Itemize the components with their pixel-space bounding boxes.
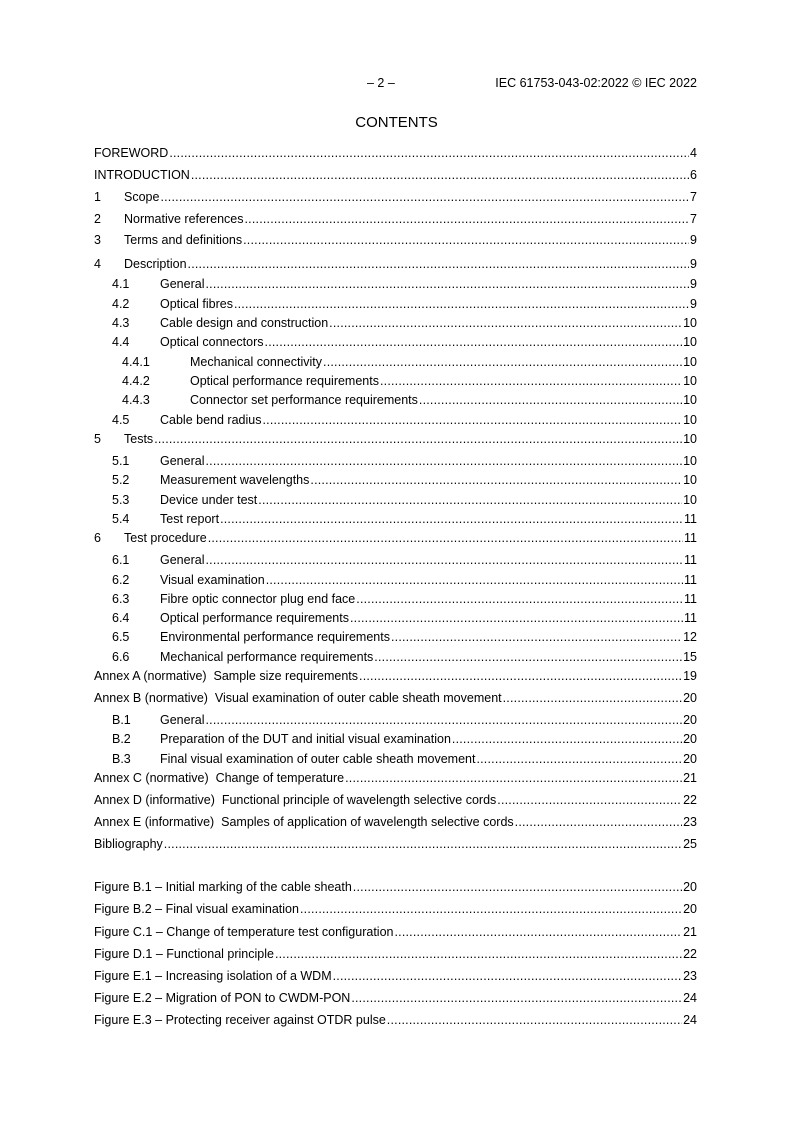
toc-entry[interactable]: [94, 146, 697, 161]
dot-leader: [323, 355, 682, 370]
toc-entry[interactable]: [112, 713, 697, 728]
toc-entry-page: 11: [684, 611, 697, 625]
toc-entry-title: Cable design and construction: [160, 316, 329, 330]
toc-entry-number: 6.2: [112, 573, 130, 587]
toc-entry-page: 7: [690, 190, 697, 204]
toc-entry-page: 24: [683, 1013, 697, 1027]
toc-entry-title: Bibliography: [94, 837, 163, 851]
toc-entry-page: 10: [683, 493, 697, 507]
toc-entry[interactable]: [112, 316, 697, 331]
toc-entry-title: Terms and definitions: [124, 233, 243, 247]
dot-leader: [391, 630, 682, 645]
toc-entry-title: Preparation of the DUT and initial visual examination: [160, 732, 451, 746]
toc-entry-number: B.3: [112, 752, 131, 766]
toc-entry-page: 6: [690, 168, 697, 182]
page-number: – 2 –: [367, 76, 395, 90]
toc-entry[interactable]: [122, 393, 697, 408]
toc-entry-page: 11: [684, 573, 697, 587]
toc-entry-title: Mechanical performance requirements: [160, 650, 374, 664]
document-reference: IEC 61753-043-02:2022 © IEC 2022: [495, 76, 697, 90]
toc-entry[interactable]: [94, 669, 697, 684]
dot-leader: [234, 297, 689, 312]
toc-entry-title: Connector set performance requirements: [190, 393, 418, 407]
toc-entry[interactable]: [94, 837, 697, 852]
toc-entry-page: 20: [683, 713, 697, 727]
toc-entry[interactable]: [94, 793, 697, 808]
dot-leader: [205, 454, 682, 469]
dot-leader: [452, 732, 682, 747]
toc-entry-title: Mechanical connectivity: [190, 355, 323, 369]
dot-leader: [275, 947, 682, 962]
toc-entry-title: Figure B.1 – Initial marking of the cable sheath: [94, 880, 352, 894]
toc-entry[interactable]: [94, 257, 697, 272]
toc-entry-title: Figure E.2 – Migration of PON to CWDM-PON: [94, 991, 351, 1005]
toc-entry-page: 7: [690, 212, 697, 226]
toc-entry-title: Scope: [124, 190, 160, 204]
dot-leader: [205, 277, 689, 292]
dot-leader: [350, 611, 683, 626]
toc-entry-number: 4.4: [112, 335, 130, 349]
toc-entry-title: Optical connectors: [160, 335, 264, 349]
toc-entry-page: 10: [683, 374, 697, 388]
toc-entry-title: Test report: [160, 512, 220, 526]
toc-entry-page: 9: [690, 277, 697, 291]
toc-entry-page: 21: [683, 925, 697, 939]
toc-entry-title: Figure E.3 – Protecting receiver against OTDR pulse: [94, 1013, 386, 1027]
toc-entry-number: 3: [94, 233, 101, 247]
toc-entry-title: Normative references: [124, 212, 244, 226]
toc-entry-number: 6: [94, 531, 101, 545]
toc-entry-title: General: [160, 553, 205, 567]
toc-entry-page: 20: [683, 880, 697, 894]
dot-leader: [497, 793, 682, 808]
toc-entry[interactable]: [94, 902, 697, 917]
toc-entry-number: 1: [94, 190, 101, 204]
dot-leader: [300, 902, 682, 917]
toc-entry-title: Test procedure: [124, 531, 207, 545]
toc-entry-number: 4.3: [112, 316, 130, 330]
toc-entry-title: Annex D (informative) Functional principle of wavelength selective cords: [94, 793, 497, 807]
toc-entry[interactable]: [112, 493, 697, 508]
toc-entry-page: 10: [683, 473, 697, 487]
toc-entry-number: 6.3: [112, 592, 130, 606]
toc-entry-title: General: [160, 454, 205, 468]
dot-leader: [258, 493, 682, 508]
toc-entry-title: Optical performance requirements: [190, 374, 379, 388]
dot-leader: [245, 212, 690, 227]
toc-entry[interactable]: [112, 277, 697, 292]
toc-entry-number: 4.4.2: [122, 374, 150, 388]
toc-entry-title: Figure D.1 – Functional principle: [94, 947, 274, 961]
dot-leader: [243, 233, 689, 248]
dot-leader: [220, 512, 683, 527]
dot-leader: [265, 335, 683, 350]
page-title: CONTENTS: [355, 114, 438, 131]
dot-leader: [333, 969, 682, 984]
toc-entry-page: 23: [683, 815, 697, 829]
toc-entry[interactable]: [112, 512, 697, 527]
dot-leader: [164, 837, 682, 852]
toc-entry-number: 6.1: [112, 553, 130, 567]
toc-entry-page: 10: [683, 316, 697, 330]
toc-entry-number: 5: [94, 432, 101, 446]
toc-entry[interactable]: [94, 947, 697, 962]
toc-entry[interactable]: [112, 473, 697, 488]
toc-entry[interactable]: [112, 592, 697, 607]
toc-entry[interactable]: [122, 355, 697, 370]
toc-entry-title: Measurement wavelengths: [160, 473, 310, 487]
toc-entry-page: 11: [684, 512, 697, 526]
toc-entry-page: 9: [690, 233, 697, 247]
toc-entry-number: 5.4: [112, 512, 130, 526]
toc-entry-page: 12: [683, 630, 697, 644]
dot-leader: [191, 168, 689, 183]
toc-entry-number: 4: [94, 257, 101, 271]
toc-entry-page: 9: [690, 297, 697, 311]
toc-entry-page: 15: [683, 650, 697, 664]
toc-entry-number: B.2: [112, 732, 131, 746]
toc-entry[interactable]: [112, 454, 697, 469]
toc-entry-page: 20: [683, 732, 697, 746]
dot-leader: [205, 713, 682, 728]
toc-entry-number: 5.1: [112, 454, 130, 468]
toc-entry-page: 9: [690, 257, 697, 271]
toc-entry-number: B.1: [112, 713, 131, 727]
dot-leader: [503, 691, 682, 706]
toc-entry[interactable]: [94, 432, 697, 447]
toc-entry-page: 22: [683, 793, 697, 807]
toc-entry[interactable]: [94, 1013, 697, 1028]
toc-entry-number: 5.2: [112, 473, 130, 487]
toc-entry[interactable]: [112, 732, 697, 747]
toc-entry-page: 10: [683, 355, 697, 369]
toc-entry[interactable]: [94, 771, 697, 786]
toc-entry-title: FOREWORD: [94, 146, 169, 160]
toc-entry[interactable]: [112, 752, 697, 767]
dot-leader: [188, 257, 690, 272]
dot-leader: [169, 146, 689, 161]
toc-entry[interactable]: [122, 374, 697, 389]
toc-entry-title: Annex A (normative) Sample size requirements: [94, 669, 359, 683]
toc-entry-title: Cable bend radius: [160, 413, 262, 427]
toc-entry[interactable]: [112, 297, 697, 312]
dot-leader: [266, 573, 683, 588]
toc-entry[interactable]: [94, 212, 697, 227]
toc-entry-title: General: [160, 713, 205, 727]
toc-entry[interactable]: [112, 573, 697, 588]
dot-leader: [262, 413, 682, 428]
dot-leader: [387, 1013, 682, 1028]
toc-entry-title: Annex B (normative) Visual examination of outer cable sheath movement: [94, 691, 502, 705]
toc-entry-page: 20: [683, 691, 697, 705]
toc-entry-page: 20: [683, 902, 697, 916]
toc-entry-number: 6.5: [112, 630, 130, 644]
toc-entry-title: Tests: [124, 432, 154, 446]
toc-entry-number: 6.4: [112, 611, 130, 625]
toc-entry-page: 11: [684, 592, 697, 606]
toc-entry-page: 10: [683, 432, 697, 446]
dot-leader: [394, 925, 682, 940]
toc-entry-title: Figure B.2 – Final visual examination: [94, 902, 299, 916]
toc-entry-title: Figure E.1 – Increasing isolation of a WDM: [94, 969, 332, 983]
toc-entry-number: 4.1: [112, 277, 130, 291]
toc-entry-title: INTRODUCTION: [94, 168, 190, 182]
toc-entry-number: 4.2: [112, 297, 130, 311]
toc-entry-page: 21: [683, 771, 697, 785]
dot-leader: [380, 374, 682, 389]
dot-leader: [353, 880, 682, 895]
toc-entry-page: 19: [683, 669, 697, 683]
toc-entry[interactable]: [94, 691, 697, 706]
toc-entry[interactable]: [112, 650, 697, 665]
dot-leader: [205, 553, 683, 568]
toc-entry-title: Device under test: [160, 493, 258, 507]
toc-entry-page: 11: [684, 553, 697, 567]
toc-entry-number: 2: [94, 212, 101, 226]
toc-entry-page: 10: [683, 454, 697, 468]
toc-entry[interactable]: [112, 630, 697, 645]
toc-entry[interactable]: [112, 611, 697, 626]
toc-entry-page: 10: [683, 413, 697, 427]
toc-entry[interactable]: [94, 531, 697, 546]
dot-leader: [374, 650, 682, 665]
toc-entry[interactable]: [94, 880, 697, 895]
dot-leader: [345, 771, 682, 786]
toc-entry[interactable]: [112, 553, 697, 568]
toc-entry-number: 4.4.3: [122, 393, 150, 407]
toc-entry[interactable]: [112, 335, 697, 350]
dot-leader: [359, 669, 682, 684]
toc-entry[interactable]: [94, 190, 697, 205]
dot-leader: [515, 815, 682, 830]
toc-entry-page: 10: [683, 335, 697, 349]
toc-entry-page: 22: [683, 947, 697, 961]
toc-entry-number: 5.3: [112, 493, 130, 507]
toc-entry-title: Annex E (informative) Samples of application of wavelength selective cords: [94, 815, 514, 829]
dot-leader: [329, 316, 682, 331]
dot-leader: [356, 592, 683, 607]
toc-entry-page: 10: [683, 393, 697, 407]
toc-entry-title: Environmental performance requirements: [160, 630, 390, 644]
toc-entry[interactable]: [112, 413, 697, 428]
toc-entry-number: 6.6: [112, 650, 130, 664]
toc-entry-page: 4: [690, 146, 697, 160]
toc-entry[interactable]: [94, 925, 697, 940]
toc-entry-title: Optical performance requirements: [160, 611, 349, 625]
toc-entry-title: Figure C.1 – Change of temperature test configuration: [94, 925, 394, 939]
toc-entry-number: 4.5: [112, 413, 130, 427]
toc-entry-page: 11: [684, 531, 697, 545]
dot-leader: [351, 991, 682, 1006]
toc-entry[interactable]: [94, 969, 697, 984]
toc-entry-page: 23: [683, 969, 697, 983]
dot-leader: [208, 531, 683, 546]
toc-entry-page: 25: [683, 837, 697, 851]
dot-leader: [160, 190, 689, 205]
dot-leader: [154, 432, 682, 447]
dot-leader: [310, 473, 682, 488]
toc-entry[interactable]: [94, 233, 697, 248]
toc-entry[interactable]: [94, 991, 697, 1006]
dot-leader: [419, 393, 682, 408]
toc-entry[interactable]: [94, 168, 697, 183]
toc-entry-title: Visual examination: [160, 573, 265, 587]
toc-entry-page: 20: [683, 752, 697, 766]
toc-entry-title: Fibre optic connector plug end face: [160, 592, 356, 606]
toc-entry-title: Final visual examination of outer cable sheath movement: [160, 752, 476, 766]
toc-entry-title: Optical fibres: [160, 297, 233, 311]
toc-entry[interactable]: [94, 815, 697, 830]
dot-leader: [476, 752, 682, 767]
toc-entry-title: Annex C (normative) Change of temperature: [94, 771, 345, 785]
toc-entry-page: 24: [683, 991, 697, 1005]
toc-entry-number: 4.4.1: [122, 355, 150, 369]
toc-entry-title: General: [160, 277, 205, 291]
toc-entry-title: Description: [124, 257, 187, 271]
